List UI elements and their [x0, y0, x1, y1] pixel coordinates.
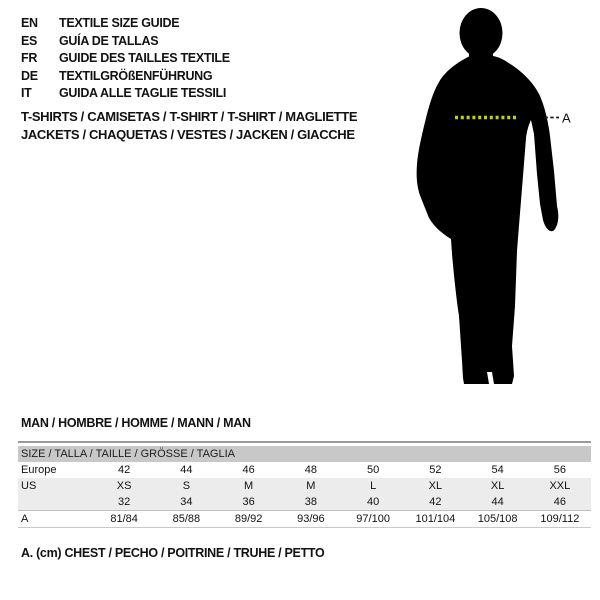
row-label: US — [21, 480, 37, 492]
section-heading: MAN / HOMBRE / HOMME / MANN / MAN — [21, 416, 251, 430]
man-silhouette-figure — [413, 6, 578, 391]
category-line-jackets: JACKETS / CHAQUETAS / VESTES / JACKEN / GIACCHE — [21, 127, 355, 142]
table-header: SIZE / TALLA / TAILLE / GRÖSSE / TAGLIA — [18, 446, 591, 462]
size-cell: 81/84 — [110, 513, 138, 525]
language-title: GUIDE DES TAILLES TEXTILE — [59, 51, 230, 65]
language-title: TEXTILE SIZE GUIDE — [59, 16, 180, 30]
category-line-tshirts: T-SHIRTS / CAMISETAS / T-SHIRT / T-SHIRT / MAGLIETTE — [21, 109, 358, 124]
language-code: FR — [21, 51, 38, 65]
table-row — [18, 494, 591, 511]
table-row — [18, 478, 591, 494]
size-cell: 42 — [118, 464, 131, 476]
size-cell: 50 — [367, 464, 380, 476]
row-label: A — [21, 513, 29, 525]
size-cell: 48 — [304, 464, 317, 476]
language-row — [21, 50, 230, 68]
language-title: GUÍA DE TALLAS — [59, 33, 159, 48]
language-row — [21, 15, 230, 33]
size-cell: 32 — [118, 496, 131, 508]
size-cell: S — [182, 480, 191, 492]
language-row — [21, 68, 230, 86]
size-cell: 46 — [242, 464, 255, 476]
size-cell: 34 — [180, 496, 193, 508]
table-rows — [18, 462, 591, 528]
table-row — [18, 462, 591, 478]
language-title: TEXTILGRÖßENFÜHRUNG — [59, 68, 213, 83]
language-code: ES — [21, 33, 38, 48]
size-cell: 85/88 — [172, 513, 201, 525]
size-cell: 109/112 — [540, 513, 580, 525]
size-cell: XXL — [549, 480, 571, 492]
language-row — [21, 85, 230, 103]
man-silhouette-svg — [413, 6, 578, 391]
size-cell: 44 — [180, 464, 193, 476]
size-cell: XL — [490, 480, 505, 492]
size-table — [18, 441, 591, 528]
size-cell: 54 — [491, 464, 504, 476]
size-cell: M — [244, 480, 254, 492]
size-cell: M — [306, 480, 316, 492]
language-list — [21, 15, 230, 103]
size-cell: 56 — [553, 464, 566, 476]
measure-label-a: A — [562, 110, 571, 126]
size-cell: 105/108 — [477, 513, 518, 525]
language-code: DE — [21, 68, 38, 83]
size-cell: 101/104 — [415, 513, 456, 525]
size-cell: 93/96 — [297, 513, 325, 525]
language-code: EN — [21, 16, 38, 30]
row-label: Europe — [21, 464, 57, 476]
size-cell: 52 — [429, 464, 442, 476]
table-row — [18, 511, 591, 528]
size-cell: 42 — [429, 496, 442, 508]
size-cell: 46 — [553, 496, 566, 508]
size-cell: 44 — [491, 496, 504, 508]
size-cell: 36 — [242, 496, 255, 508]
language-row — [21, 33, 230, 51]
silhouette-body — [417, 56, 559, 384]
size-cell: 97/100 — [356, 513, 390, 525]
size-cell: XS — [116, 480, 132, 492]
language-title: GUIDA ALLE TAGLIE TESSILI — [59, 86, 227, 100]
row-label — [18, 494, 93, 510]
size-cell: L — [370, 480, 377, 492]
size-cell: 38 — [304, 496, 317, 508]
size-cell: 40 — [367, 496, 380, 508]
category-list — [21, 108, 357, 144]
language-code: IT — [21, 86, 32, 100]
measurement-footnote: A. (cm) CHEST / PECHO / POITRINE / TRUHE / PETTO — [21, 546, 325, 560]
size-cell: XL — [428, 480, 443, 492]
size-cell: 89/92 — [234, 513, 263, 525]
